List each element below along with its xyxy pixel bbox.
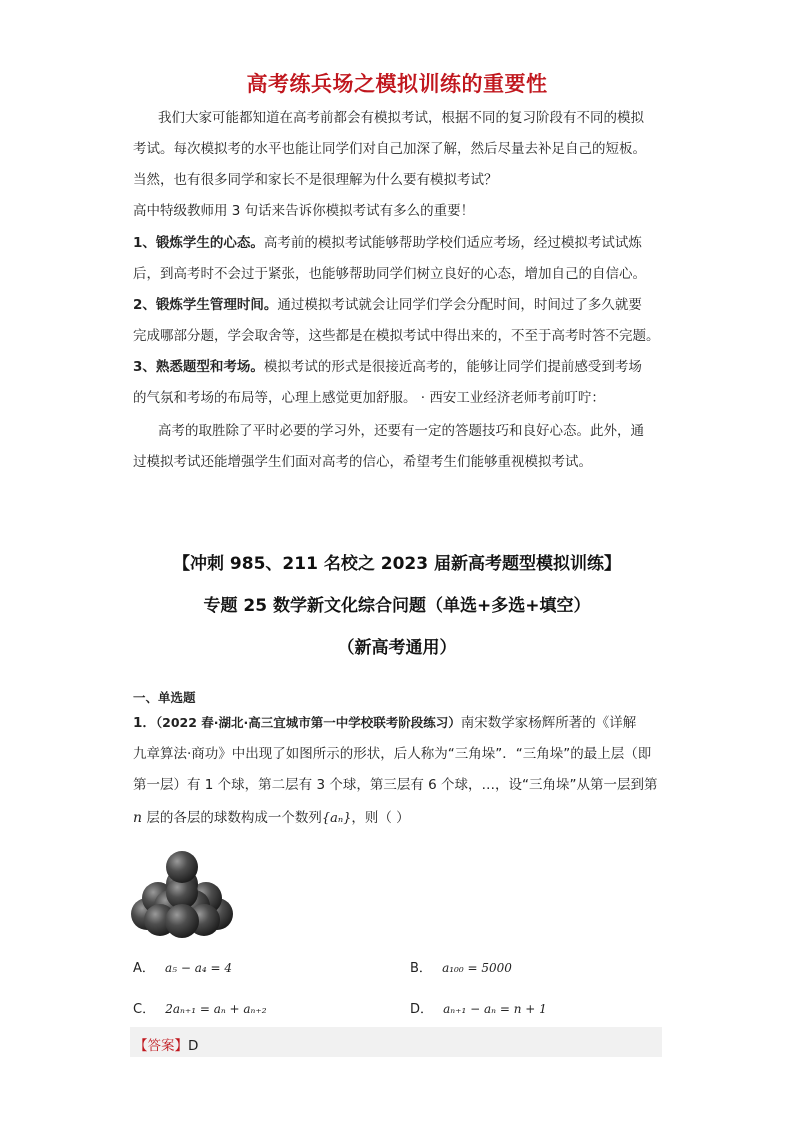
option-d[interactable] xyxy=(410,998,547,1017)
heading-line-1: 【冲刺 985、211 名校之 2023 届新高考题型模拟训练】 xyxy=(173,554,621,574)
sequence-symbol: {aₙ} xyxy=(321,811,352,826)
question-paren: ，则（ ） xyxy=(351,810,410,826)
option-a[interactable] xyxy=(133,957,232,976)
option-c-label: C． xyxy=(133,1002,156,1017)
section-title: 一、单选题 xyxy=(133,690,196,705)
question-line-4 xyxy=(133,806,410,826)
closing-line-1: 高考的取胜除了平时必要的学习外，还要有一定的答题技巧和良好心态。此外，通 xyxy=(158,423,644,439)
point-3-head: 3、熟悉题型和考场。 xyxy=(133,359,264,375)
option-b-label: B． xyxy=(410,961,432,976)
option-a-label: A． xyxy=(133,961,155,976)
option-c-expr: 2aₙ₊₁ = aₙ + aₙ₊₂ xyxy=(165,1002,267,1016)
sphere xyxy=(166,851,198,883)
heading-line-2: 专题 25 数学新文化综合问题（单选+多选+填空） xyxy=(203,596,591,616)
answer-box xyxy=(130,1027,662,1057)
point-3 xyxy=(133,357,663,377)
answer-value: D xyxy=(188,1038,199,1054)
point-2-line-2: 完成哪部分题，学会取舍等，这些都是在模拟考试中得出来的，不至于高考时答不完题。 xyxy=(133,328,660,344)
option-b-expr: a₁₀₀ = 5000 xyxy=(442,961,512,975)
closing-line-2: 过模拟考试还能增强学生们面对高考的信心，希望考生们能够重视模拟考试。 xyxy=(133,454,592,470)
point-2-text: 通过模拟考试就会让同学们学会分配时间，时间过了多久就要 xyxy=(277,297,642,313)
question-source: （2022 春·湖北·高三宜城市第一中学校联考阶段练习） xyxy=(155,715,461,730)
question-line-3: 第一层）有 1 个球，第二层有 3 个球，第三层有 6 个球，…，设“三角垛”从第一层到第 xyxy=(133,777,658,793)
answer-line xyxy=(134,1034,198,1054)
point-1-line-2: 后，到高考时不会过于紧张，也能够帮助同学们树立良好的心态，增加自己的自信心。 xyxy=(133,266,646,282)
intro-line-3: 当然，也有很多同学和家长不是很理解为什么要有模拟考试？ xyxy=(133,172,498,188)
point-1 xyxy=(133,233,663,253)
point-3-line-2: 的气氛和考场的布局等，心理上感觉更加舒服。 · 西安工业经济老师考前叮咛： xyxy=(133,390,605,406)
point-1-text: 高考前的模拟考试能够帮助学校们适应考场，经过模拟考试试炼 xyxy=(263,235,642,251)
point-2-head: 2、锻炼学生管理时间。 xyxy=(133,297,278,313)
question-number: 1． xyxy=(133,715,156,731)
variable-n: n xyxy=(133,810,143,826)
intro-line-4: 高中特级教师用 3 句话来告诉你模拟考试有多么的重要！ xyxy=(133,203,475,219)
point-1-head: 1、锻炼学生的心态。 xyxy=(133,235,264,251)
sphere-group xyxy=(131,851,233,938)
question-line-1 xyxy=(133,711,636,731)
answer-tag: 【答案】 xyxy=(134,1038,188,1054)
question-line-2: 九章算法·商功》中出现了如图所示的形状，后人称为“三角垛”．“三角垛”的最上层（即 xyxy=(133,746,652,762)
intro-line-1: 我们大家可能都知道在高考前都会有模拟考试，根据不同的复习阶段有不同的模拟 xyxy=(158,110,644,126)
intro-line-2: 考试。每次模拟考的水平也能让同学们对自己加深了解，然后尽量去补足自己的短板。 xyxy=(133,141,646,157)
point-3-text: 模拟考试的形式是很接近高考的，能够让同学们提前感受到考场 xyxy=(263,359,642,375)
sphere xyxy=(165,904,199,938)
heading-line-3: （新高考通用） xyxy=(337,638,457,658)
question-text-4: 层的各层的球数构成一个数列 xyxy=(142,810,322,826)
option-b[interactable] xyxy=(410,957,512,976)
question-text: 南宋数学家杨辉所著的《详解 xyxy=(460,715,637,731)
page-title: 高考练兵场之模拟训练的重要性 xyxy=(246,72,548,96)
option-a-expr: a₅ − a₄ = 4 xyxy=(165,961,232,975)
triangular-pile-figure xyxy=(130,848,235,940)
option-c[interactable] xyxy=(133,998,267,1017)
option-d-expr: aₙ₊₁ − aₙ = n + 1 xyxy=(443,1002,547,1016)
option-d-label: D． xyxy=(410,1002,434,1017)
point-2 xyxy=(133,295,663,315)
